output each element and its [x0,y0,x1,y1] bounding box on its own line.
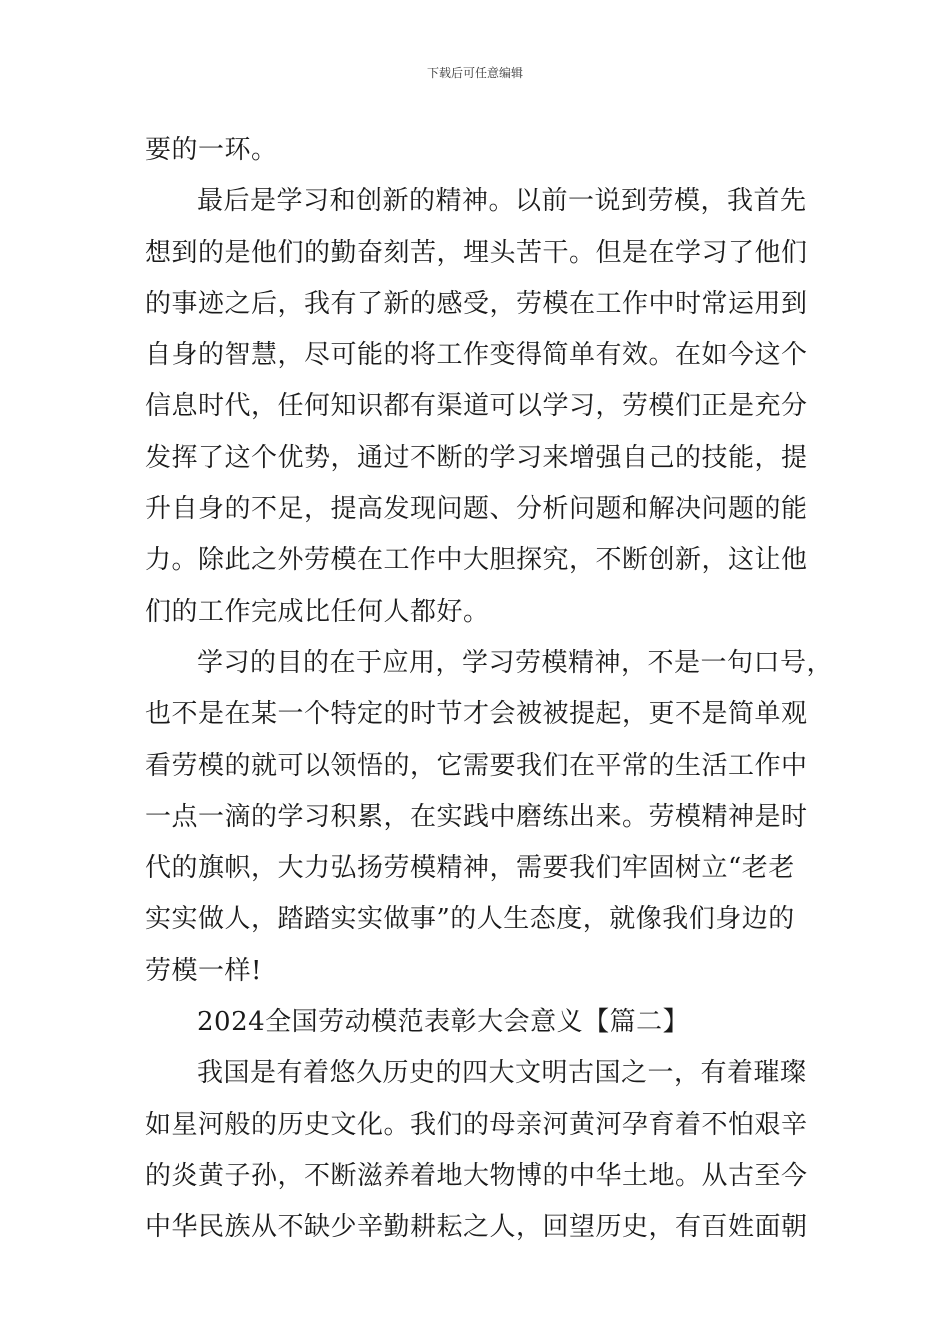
text-line: 们的工作完成比任何人都好。 [145,596,490,627]
text-line: 劳模一样! [145,955,262,986]
text-line: 的炎黄子孙，不断滋养着地大物博的中华土地。从古至今 [145,1160,808,1191]
text-line: 要的一环。 [145,135,278,165]
text-line: 信息时代，任何知识都有渠道可以学习，劳模们正是充分 [145,391,808,422]
page-header: 下载后可任意编辑 [426,66,523,80]
document-body [145,128,834,1257]
text-line: 想到的是他们的勤奋刻苦，埋头苦干。但是在学习了他们 [145,237,808,268]
paragraph-start-line: 学习的目的在于应用，学习劳模精神，不是一句口号， [197,647,834,678]
text-line: 如星河般的历史文化。我们的母亲河黄河孕育着不怕艰辛 [145,1109,808,1140]
text-line: 升自身的不足，提高发现问题、分析问题和解决问题的能 [145,494,808,525]
text-line: 看劳模的就可以领悟的，它需要我们在平常的生活工作中 [145,750,808,781]
text-line: 的事迹之后，我有了新的感受，劳模在工作中时常运用到 [145,288,808,319]
paragraph-start-line: 我国是有着悠久历史的四大文明古国之一，有着璀璨 [197,1058,807,1089]
text-line: 中华民族从不缺少辛勤耕耘之人，回望历史，有百姓面朝 [145,1212,808,1243]
text-line: 力。除此之外劳模在工作中大胆探究，不断创新，这让他 [145,545,808,576]
text-line: 也不是在某一个特定的时节才会被被提起，更不是简单观 [145,699,808,730]
paragraph-start-line: 最后是学习和创新的精神。以前一说到劳模，我首先 [197,186,807,217]
text-line: 发挥了这个优势，通过不断的学习来增强自己的技能，提 [145,442,808,473]
section-heading: 2024全国劳动模范表彰大会意义【篇二】 [197,1007,690,1038]
text-line: 自身的智慧，尽可能的将工作变得简单有效。在如今这个 [145,340,808,371]
text-line: 实实做人，踏踏实实做事”的人生态度，就像我们身边的 [145,904,795,935]
text-line: 代的旗帜，大力弘扬劳模精神，需要我们牢固树立“老老 [145,853,795,884]
text-line: 一点一滴的学习积累，在实践中磨练出来。劳模精神是时 [145,801,808,832]
